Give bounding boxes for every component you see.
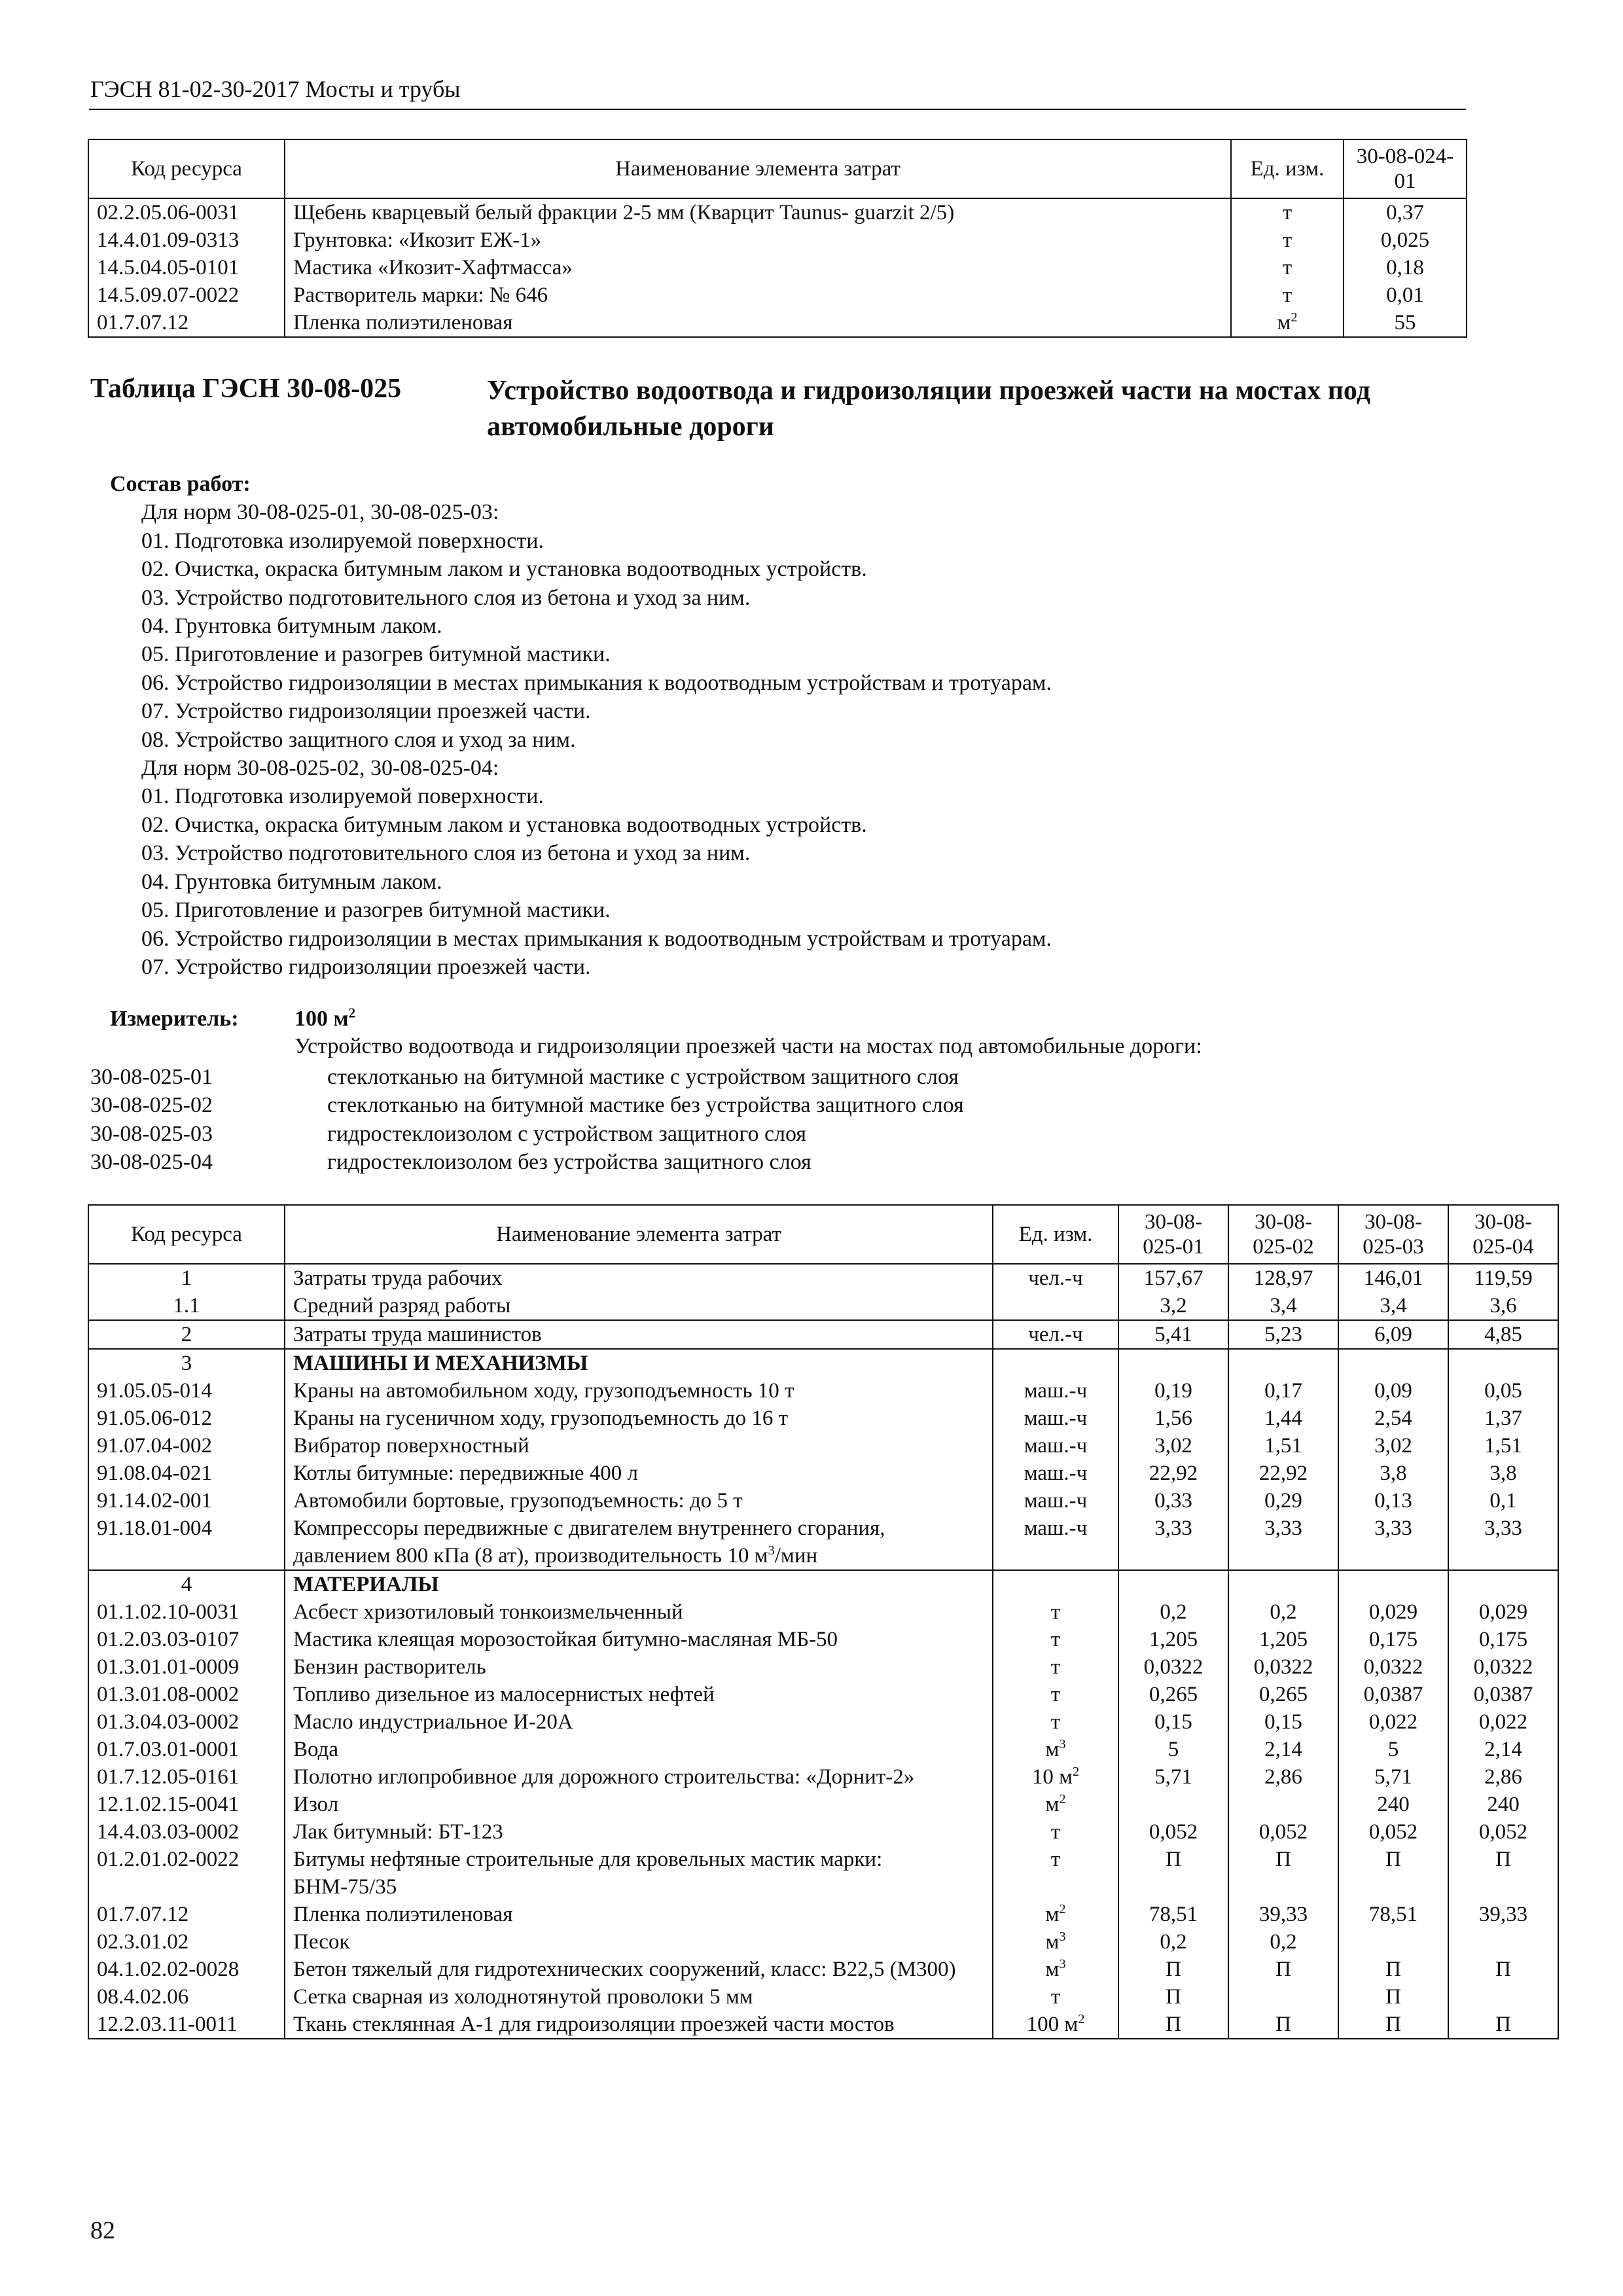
cell-name: Вода bbox=[285, 1736, 993, 1763]
work-item: 01. Подготовка изолируемой поверхности. bbox=[141, 784, 544, 809]
cell-name: Масло индустриальное И-20А bbox=[285, 1708, 993, 1736]
cell-unit: 10 $м^2$ bbox=[993, 1763, 1118, 1791]
cell-unit: маш.-ч bbox=[993, 1460, 1118, 1487]
table-row bbox=[88, 226, 1467, 254]
cell-code: 01.2.01.02-0022 bbox=[88, 1846, 285, 1901]
cell-value: 0,17 bbox=[1228, 1377, 1338, 1405]
cell-unit: т bbox=[1231, 198, 1344, 226]
col-name-header: Наименование элемента затрат bbox=[285, 139, 1231, 198]
table-row bbox=[88, 1264, 1558, 1292]
cell-code: 02.3.01.02 bbox=[88, 1928, 285, 1956]
cell-value: 0,022 bbox=[1448, 1708, 1558, 1736]
cell-value: П bbox=[1118, 1983, 1228, 2011]
cell-code: 1.1 bbox=[88, 1292, 285, 1320]
cell-name: Сетка сварная из холоднотянутой проволоки 5 мм bbox=[285, 1983, 993, 2011]
cell-value bbox=[1448, 1928, 1558, 1956]
table-title: Устройство водоотвода и гидроизоляции проезжей части на мостах под автомобильные дороги bbox=[487, 376, 1370, 442]
cell-name: Мастика клеящая морозостойкая битумно-масляная МБ-50 bbox=[285, 1626, 993, 1653]
cell-value bbox=[1448, 1983, 1558, 2011]
table-row bbox=[88, 1928, 1558, 1956]
cell-value bbox=[1228, 1791, 1338, 1818]
cell-name: Затраты труда машинистов bbox=[285, 1320, 993, 1349]
cell-value: 0,025 bbox=[1344, 226, 1467, 254]
cell-value: 0,33 bbox=[1118, 1487, 1228, 1515]
cell-value: 5,23 bbox=[1228, 1320, 1338, 1349]
cell-value: 0,15 bbox=[1228, 1708, 1338, 1736]
cell-unit: т bbox=[993, 1708, 1118, 1736]
cell-name: Щебень кварцевый белый фракции 2-5 мм (Кварцит Taunus- guarzit 2/5) bbox=[285, 198, 1231, 226]
work-item: 02. Очистка, окраска битумным лаком и установка водоотводных устройств. bbox=[141, 812, 867, 837]
table-row bbox=[88, 1487, 1558, 1515]
cell-value: 240 bbox=[1338, 1791, 1448, 1818]
cell-code: 01.3.01.08-0002 bbox=[88, 1681, 285, 1708]
cell-unit: 100 $м^2$ bbox=[993, 2011, 1118, 2039]
work-item: 07. Устройство гидроизоляции проезжей части. bbox=[141, 699, 591, 724]
cell-code: 4 bbox=[88, 1570, 285, 1598]
norm-item bbox=[90, 1120, 964, 1148]
cell-value: 39,33 bbox=[1228, 1901, 1338, 1928]
cell-value: 78,51 bbox=[1338, 1901, 1448, 1928]
cell-value: 0,029 bbox=[1448, 1598, 1558, 1626]
col-norm-header: 30-08-025-02 bbox=[1228, 1205, 1338, 1264]
works-heading: Состав работ: bbox=[110, 472, 251, 496]
norm-item bbox=[90, 1091, 964, 1119]
cell-value bbox=[1118, 1570, 1228, 1598]
norm-text: гидростеклоизолом с устройством защитного слоя bbox=[327, 1121, 807, 1146]
work-item: 03. Устройство подготовительного слоя из бетона и уход за ним. bbox=[141, 585, 751, 610]
cell-value: 0,29 bbox=[1228, 1487, 1338, 1515]
col-norm-header: 30-08-025-04 bbox=[1448, 1205, 1558, 1264]
cell-value: 0,0322 bbox=[1118, 1653, 1228, 1681]
page-number: 82 bbox=[90, 2217, 115, 2244]
cell-value: 0,0387 bbox=[1338, 1681, 1448, 1708]
cell-name: Песок bbox=[285, 1928, 993, 1956]
norm-code: 30-08-025-01 bbox=[90, 1065, 213, 1089]
cell-name: Котлы битумные: передвижные 400 л bbox=[285, 1460, 993, 1487]
cell-value: 5,71 bbox=[1118, 1763, 1228, 1791]
cell-code: 01.7.07.12 bbox=[88, 1901, 285, 1928]
cell-value bbox=[1448, 1349, 1558, 1377]
cell-value: 3,4 bbox=[1228, 1292, 1338, 1320]
cell-value: 128,97 bbox=[1228, 1264, 1338, 1292]
cell-name: Средний разряд работы bbox=[285, 1292, 993, 1320]
cell-value: 0,18 bbox=[1344, 254, 1467, 281]
cell-name: Автомобили бортовые, грузоподъемность: до 5 т bbox=[285, 1487, 993, 1515]
cell-value: П bbox=[1118, 1956, 1228, 1983]
cell-value: 5 bbox=[1338, 1736, 1448, 1763]
cell-name: Вибратор поверхностный bbox=[285, 1432, 993, 1460]
cell-value: 5,71 bbox=[1338, 1763, 1448, 1791]
cell-value: 0,265 bbox=[1228, 1681, 1338, 1708]
col-norm-header: 30-08-025-01 bbox=[1118, 1205, 1228, 1264]
cell-value: П bbox=[1118, 1846, 1228, 1901]
work-item: 02. Очистка, окраска битумным лаком и установка водоотводных устройств. bbox=[141, 557, 867, 582]
cell-value: 1,51 bbox=[1448, 1432, 1558, 1460]
norm-item bbox=[90, 1148, 964, 1176]
cell-name: Краны на автомобильном ходу, грузоподъемность 10 т bbox=[285, 1377, 993, 1405]
cell-value: 3,33 bbox=[1228, 1515, 1338, 1570]
cell-value: 0,022 bbox=[1338, 1708, 1448, 1736]
cell-value: 0,2 bbox=[1118, 1928, 1228, 1956]
cell-value: П bbox=[1228, 2011, 1338, 2039]
table-row bbox=[88, 1708, 1558, 1736]
cell-value: 3,2 bbox=[1118, 1292, 1228, 1320]
table-label: Таблица ГЭСН 30-08-025 bbox=[90, 374, 402, 404]
cell-unit bbox=[993, 1292, 1118, 1320]
cell-value bbox=[1338, 1928, 1448, 1956]
cell-value: 2,14 bbox=[1448, 1736, 1558, 1763]
cell-value: 2,86 bbox=[1448, 1763, 1558, 1791]
table-row bbox=[88, 2011, 1558, 2039]
table-row bbox=[88, 1349, 1558, 1377]
norm-code: 30-08-025-02 bbox=[90, 1093, 213, 1118]
norm-item bbox=[90, 1063, 964, 1091]
cell-code: 12.2.03.11-0011 bbox=[88, 2011, 285, 2039]
cell-value bbox=[1118, 1791, 1228, 1818]
cell-value: 0,15 bbox=[1118, 1708, 1228, 1736]
col-unit-header: Ед. изм. bbox=[993, 1205, 1118, 1264]
table-row bbox=[88, 1653, 1558, 1681]
cell-value bbox=[1228, 1983, 1338, 2011]
cell-value: 22,92 bbox=[1118, 1460, 1228, 1487]
cell-value: П bbox=[1448, 1846, 1558, 1901]
work-item: 05. Приготовление и разогрев битумной мастики. bbox=[141, 642, 611, 667]
table-row bbox=[88, 1818, 1558, 1846]
cell-value bbox=[1118, 1349, 1228, 1377]
cell-value: 0,05 bbox=[1448, 1377, 1558, 1405]
cell-value: 3,8 bbox=[1448, 1460, 1558, 1487]
norm-code: 30-08-025-04 bbox=[90, 1150, 213, 1175]
cell-value bbox=[1228, 1349, 1338, 1377]
table-row bbox=[88, 1405, 1558, 1432]
cell-name: Полотно иглопробивное для дорожного строительства: «Дорнит-2» bbox=[285, 1763, 993, 1791]
cell-name: Асбест хризотиловый тонкоизмельченный bbox=[285, 1598, 993, 1626]
cell-value: 0,09 bbox=[1338, 1377, 1448, 1405]
cell-code: 91.18.01-004 bbox=[88, 1515, 285, 1570]
cell-value bbox=[1228, 1570, 1338, 1598]
cell-value: 1,205 bbox=[1118, 1626, 1228, 1653]
cell-code: 08.4.02.06 bbox=[88, 1983, 285, 2011]
meter-label: Измеритель: bbox=[110, 1007, 239, 1031]
cell-code: 2 bbox=[88, 1320, 285, 1349]
cell-code: 1 bbox=[88, 1264, 285, 1292]
cell-value: 3,02 bbox=[1338, 1432, 1448, 1460]
table-row bbox=[88, 1791, 1558, 1818]
table-row bbox=[88, 198, 1467, 226]
norm-text: стеклотканью на битумной мастике с устройством защитного слоя bbox=[327, 1065, 959, 1089]
cell-value: 4,85 bbox=[1448, 1320, 1558, 1349]
cell-value: 0,052 bbox=[1448, 1818, 1558, 1846]
cell-value: 0,0322 bbox=[1448, 1653, 1558, 1681]
table-row bbox=[88, 1377, 1558, 1405]
cell-name: Компрессоры передвижные с двигателем внутреннего сгорания, давлением 800 кПа (8 ат), производительность 10 $м^3$/мин bbox=[285, 1515, 993, 1570]
table-row bbox=[88, 1736, 1558, 1763]
cell-value: 1,51 bbox=[1228, 1432, 1338, 1460]
top-resource-table bbox=[88, 139, 1467, 338]
cell-value bbox=[1338, 1349, 1448, 1377]
cell-value: 0,029 bbox=[1338, 1598, 1448, 1626]
cell-value: 0,052 bbox=[1228, 1818, 1338, 1846]
cell-name: Изол bbox=[285, 1791, 993, 1818]
cell-value: 0,01 bbox=[1344, 281, 1467, 309]
cell-name: Грунтовка: «Икозит ЕЖ-1» bbox=[285, 226, 1231, 254]
cell-unit: маш.-ч bbox=[993, 1377, 1118, 1405]
cell-code: 01.3.04.03-0002 bbox=[88, 1708, 285, 1736]
cell-name: Бензин растворитель bbox=[285, 1653, 993, 1681]
col-norm-header: 30-08-024-01 bbox=[1344, 139, 1467, 198]
table-row bbox=[88, 1901, 1558, 1928]
cell-value: 6,09 bbox=[1338, 1320, 1448, 1349]
cell-value: 3,4 bbox=[1338, 1292, 1448, 1320]
cell-name: Растворитель марки: № 646 bbox=[285, 281, 1231, 309]
norm-code: 30-08-025-03 bbox=[90, 1121, 213, 1146]
cell-code: 91.07.04-002 bbox=[88, 1432, 285, 1460]
cell-value: 22,92 bbox=[1228, 1460, 1338, 1487]
cell-unit: т bbox=[993, 1653, 1118, 1681]
cell-name: Топливо дизельное из малосернистых нефтей bbox=[285, 1681, 993, 1708]
table-row bbox=[88, 1956, 1558, 1983]
col-norm-header: 30-08-025-03 bbox=[1338, 1205, 1448, 1264]
cell-value: 2,86 bbox=[1228, 1763, 1338, 1791]
cell-unit bbox=[993, 1349, 1118, 1377]
cell-unit: маш.-ч bbox=[993, 1515, 1118, 1570]
cell-name: Пленка полиэтиленовая bbox=[285, 309, 1231, 337]
work-item: 04. Грунтовка битумным лаком. bbox=[141, 614, 442, 639]
cell-value: П bbox=[1338, 1983, 1448, 2011]
cell-value: 0,0322 bbox=[1338, 1653, 1448, 1681]
cell-value: 3,33 bbox=[1118, 1515, 1228, 1570]
col-name-header: Наименование элемента затрат bbox=[285, 1205, 993, 1264]
cell-name: Краны на гусеничном ходу, грузоподъемность до 16 т bbox=[285, 1405, 993, 1432]
cell-unit: т bbox=[993, 1983, 1118, 2011]
cell-code: 91.05.06-012 bbox=[88, 1405, 285, 1432]
cell-unit: чел.-ч bbox=[993, 1320, 1118, 1349]
cell-unit bbox=[993, 1570, 1118, 1598]
cell-unit: $м^2$ bbox=[993, 1901, 1118, 1928]
work-item: 08. Устройство защитного слоя и уход за ним. bbox=[141, 727, 576, 752]
table-row bbox=[88, 1846, 1558, 1901]
cell-value: 0,0387 bbox=[1448, 1681, 1558, 1708]
cell-code: 12.1.02.15-0041 bbox=[88, 1791, 285, 1818]
cell-unit: маш.-ч bbox=[993, 1405, 1118, 1432]
cell-value: 3,33 bbox=[1448, 1515, 1558, 1570]
norm-list bbox=[90, 1063, 964, 1177]
work-item: 07. Устройство гидроизоляции проезжей части. bbox=[141, 954, 591, 979]
cell-value: П bbox=[1228, 1846, 1338, 1901]
cell-value: П bbox=[1338, 1846, 1448, 1901]
col-code-header: Код ресурса bbox=[88, 139, 285, 198]
table-row bbox=[88, 1292, 1558, 1320]
cell-value: 0,37 bbox=[1344, 198, 1467, 226]
meter-description: Устройство водоотвода и гидроизоляции проезжей части на мостах под автомобильные дороги: bbox=[294, 1034, 1202, 1058]
table-row bbox=[88, 1598, 1558, 1626]
cell-value: 0,052 bbox=[1338, 1818, 1448, 1846]
cell-value: П bbox=[1338, 2011, 1448, 2039]
cell-code: 91.14.02-001 bbox=[88, 1487, 285, 1515]
cell-code: 01.7.12.05-0161 bbox=[88, 1763, 285, 1791]
cell-value: П bbox=[1118, 2011, 1228, 2039]
cell-value: 78,51 bbox=[1118, 1901, 1228, 1928]
cell-value: П bbox=[1338, 1956, 1448, 1983]
cell-unit: $м^3$ bbox=[993, 1956, 1118, 1983]
cell-code: 3 bbox=[88, 1349, 285, 1377]
cell-name: МАШИНЫ И МЕХАНИЗМЫ bbox=[285, 1349, 993, 1377]
cell-name: Ткань стеклянная А-1 для гидроизоляции проезжей части мостов bbox=[285, 2011, 993, 2039]
table-row bbox=[88, 1515, 1558, 1570]
cell-value: 0,1 bbox=[1448, 1487, 1558, 1515]
cell-value: 2,54 bbox=[1338, 1405, 1448, 1432]
main-resource-table bbox=[88, 1204, 1559, 2039]
cell-value: 1,205 bbox=[1228, 1626, 1338, 1653]
cell-unit: т bbox=[993, 1598, 1118, 1626]
work-item: 06. Устройство гидроизоляции в местах примыкания к водоотводным устройствам и тротуарам. bbox=[141, 926, 1052, 951]
cell-value: 2,14 bbox=[1228, 1736, 1338, 1763]
cell-code: 14.4.03.03-0002 bbox=[88, 1818, 285, 1846]
table-row bbox=[88, 254, 1467, 281]
meter-value: 100 $м^2$ bbox=[294, 1005, 356, 1031]
cell-value: 0,13 bbox=[1338, 1487, 1448, 1515]
cell-name: Затраты труда рабочих bbox=[285, 1264, 993, 1292]
cell-code: 01.3.01.01-0009 bbox=[88, 1653, 285, 1681]
cell-value: 0,19 bbox=[1118, 1377, 1228, 1405]
cell-value: 3,8 bbox=[1338, 1460, 1448, 1487]
table-row bbox=[88, 1681, 1558, 1708]
header-rule bbox=[89, 109, 1466, 110]
table-row bbox=[88, 1763, 1558, 1791]
cell-unit: т bbox=[1231, 254, 1344, 281]
cell-code: 02.2.05.06-0031 bbox=[88, 198, 285, 226]
cell-unit: $м^2$ bbox=[1231, 309, 1344, 337]
cell-unit: т bbox=[1231, 281, 1344, 309]
cell-value: 0,052 bbox=[1118, 1818, 1228, 1846]
cell-value: 119,59 bbox=[1448, 1264, 1558, 1292]
cell-code: 91.08.04-021 bbox=[88, 1460, 285, 1487]
cell-value: 5 bbox=[1118, 1736, 1228, 1763]
cell-value: П bbox=[1448, 2011, 1558, 2039]
cell-name: Мастика «Икозит-Хафтмасса» bbox=[285, 254, 1231, 281]
cell-value: 0,265 bbox=[1118, 1681, 1228, 1708]
cell-value: 1,44 bbox=[1228, 1405, 1338, 1432]
cell-value: 0,0322 bbox=[1228, 1653, 1338, 1681]
cell-value: 0,2 bbox=[1228, 1598, 1338, 1626]
cell-unit: маш.-ч bbox=[993, 1432, 1118, 1460]
cell-name: МАТЕРИАЛЫ bbox=[285, 1570, 993, 1598]
cell-code: 91.05.05-014 bbox=[88, 1377, 285, 1405]
cell-value bbox=[1338, 1570, 1448, 1598]
cell-name: Лак битумный: БТ-123 bbox=[285, 1818, 993, 1846]
cell-name: Пленка полиэтиленовая bbox=[285, 1901, 993, 1928]
cell-value: 1,37 bbox=[1448, 1405, 1558, 1432]
work-item: 06. Устройство гидроизоляции в местах примыкания к водоотводным устройствам и тротуарам. bbox=[141, 670, 1052, 695]
cell-value: 0,175 bbox=[1448, 1626, 1558, 1653]
table-row bbox=[88, 1432, 1558, 1460]
cell-unit: т bbox=[993, 1818, 1118, 1846]
table-row bbox=[88, 1626, 1558, 1653]
cell-unit: $м^3$ bbox=[993, 1928, 1118, 1956]
cell-code: 01.7.07.12 bbox=[88, 309, 285, 337]
cell-value: 0,2 bbox=[1118, 1598, 1228, 1626]
cell-value: 146,01 bbox=[1338, 1264, 1448, 1292]
cell-value: 1,56 bbox=[1118, 1405, 1228, 1432]
cell-value: 3,33 bbox=[1338, 1515, 1448, 1570]
norm-text: стеклотканью на битумной мастике без устройства защитного слоя bbox=[327, 1093, 964, 1118]
cell-name: Бетон тяжелый для гидротехнических сооружений, класс: В22,5 (М300) bbox=[285, 1956, 993, 1983]
cell-name: Битумы нефтяные строительные для кровельных мастик марки: БНМ-75/35 bbox=[285, 1846, 993, 1901]
cell-value: 3,6 bbox=[1448, 1292, 1558, 1320]
cell-unit: $м^2$ bbox=[993, 1791, 1118, 1818]
cell-value: 157,67 bbox=[1118, 1264, 1228, 1292]
work-item: Для норм 30-08-025-02, 30-08-025-04: bbox=[141, 756, 499, 781]
table-row bbox=[88, 1570, 1558, 1598]
norm-text: гидростеклоизолом без устройства защитного слоя bbox=[327, 1150, 812, 1175]
cell-code: 14.5.09.07-0022 bbox=[88, 281, 285, 309]
cell-code: 01.2.03.03-0107 bbox=[88, 1626, 285, 1653]
cell-unit: т bbox=[993, 1681, 1118, 1708]
cell-value: 240 bbox=[1448, 1791, 1558, 1818]
work-item: Для норм 30-08-025-01, 30-08-025-03: bbox=[141, 500, 499, 525]
table-row bbox=[88, 1983, 1558, 2011]
table-row bbox=[88, 1320, 1558, 1349]
cell-code: 01.7.03.01-0001 bbox=[88, 1736, 285, 1763]
cell-value: П bbox=[1228, 1956, 1338, 1983]
work-item: 01. Подготовка изолируемой поверхности. bbox=[141, 528, 544, 553]
cell-code: 14.4.01.09-0313 bbox=[88, 226, 285, 254]
cell-code: 14.5.04.05-0101 bbox=[88, 254, 285, 281]
cell-value: 55 bbox=[1344, 309, 1467, 337]
cell-value: 39,33 bbox=[1448, 1901, 1558, 1928]
work-item: 03. Устройство подготовительного слоя из бетона и уход за ним. bbox=[141, 841, 751, 866]
cell-value: 0,175 bbox=[1338, 1626, 1448, 1653]
table-row bbox=[88, 309, 1467, 337]
cell-value bbox=[1448, 1570, 1558, 1598]
table-row bbox=[88, 281, 1467, 309]
cell-code: 01.1.02.10-0031 bbox=[88, 1598, 285, 1626]
running-header: ГЭСН 81-02-30-2017 Мосты и трубы bbox=[90, 76, 461, 102]
cell-value: 5,41 bbox=[1118, 1320, 1228, 1349]
cell-unit: $м^3$ bbox=[993, 1736, 1118, 1763]
work-item: 05. Приготовление и разогрев битумной мастики. bbox=[141, 898, 611, 923]
cell-unit: т bbox=[1231, 226, 1344, 254]
col-unit-header: Ед. изм. bbox=[1231, 139, 1344, 198]
col-code-header: Код ресурса bbox=[88, 1205, 285, 1264]
cell-unit: маш.-ч bbox=[993, 1487, 1118, 1515]
works-composition bbox=[110, 470, 1052, 981]
cell-unit: чел.-ч bbox=[993, 1264, 1118, 1292]
cell-unit: т bbox=[993, 1626, 1118, 1653]
work-item: 04. Грунтовка битумным лаком. bbox=[141, 869, 442, 894]
cell-value: П bbox=[1448, 1956, 1558, 1983]
cell-value: 3,02 bbox=[1118, 1432, 1228, 1460]
cell-unit: т bbox=[993, 1846, 1118, 1901]
table-row bbox=[88, 1460, 1558, 1487]
cell-code: 04.1.02.02-0028 bbox=[88, 1956, 285, 1983]
cell-value: 0,2 bbox=[1228, 1928, 1338, 1956]
